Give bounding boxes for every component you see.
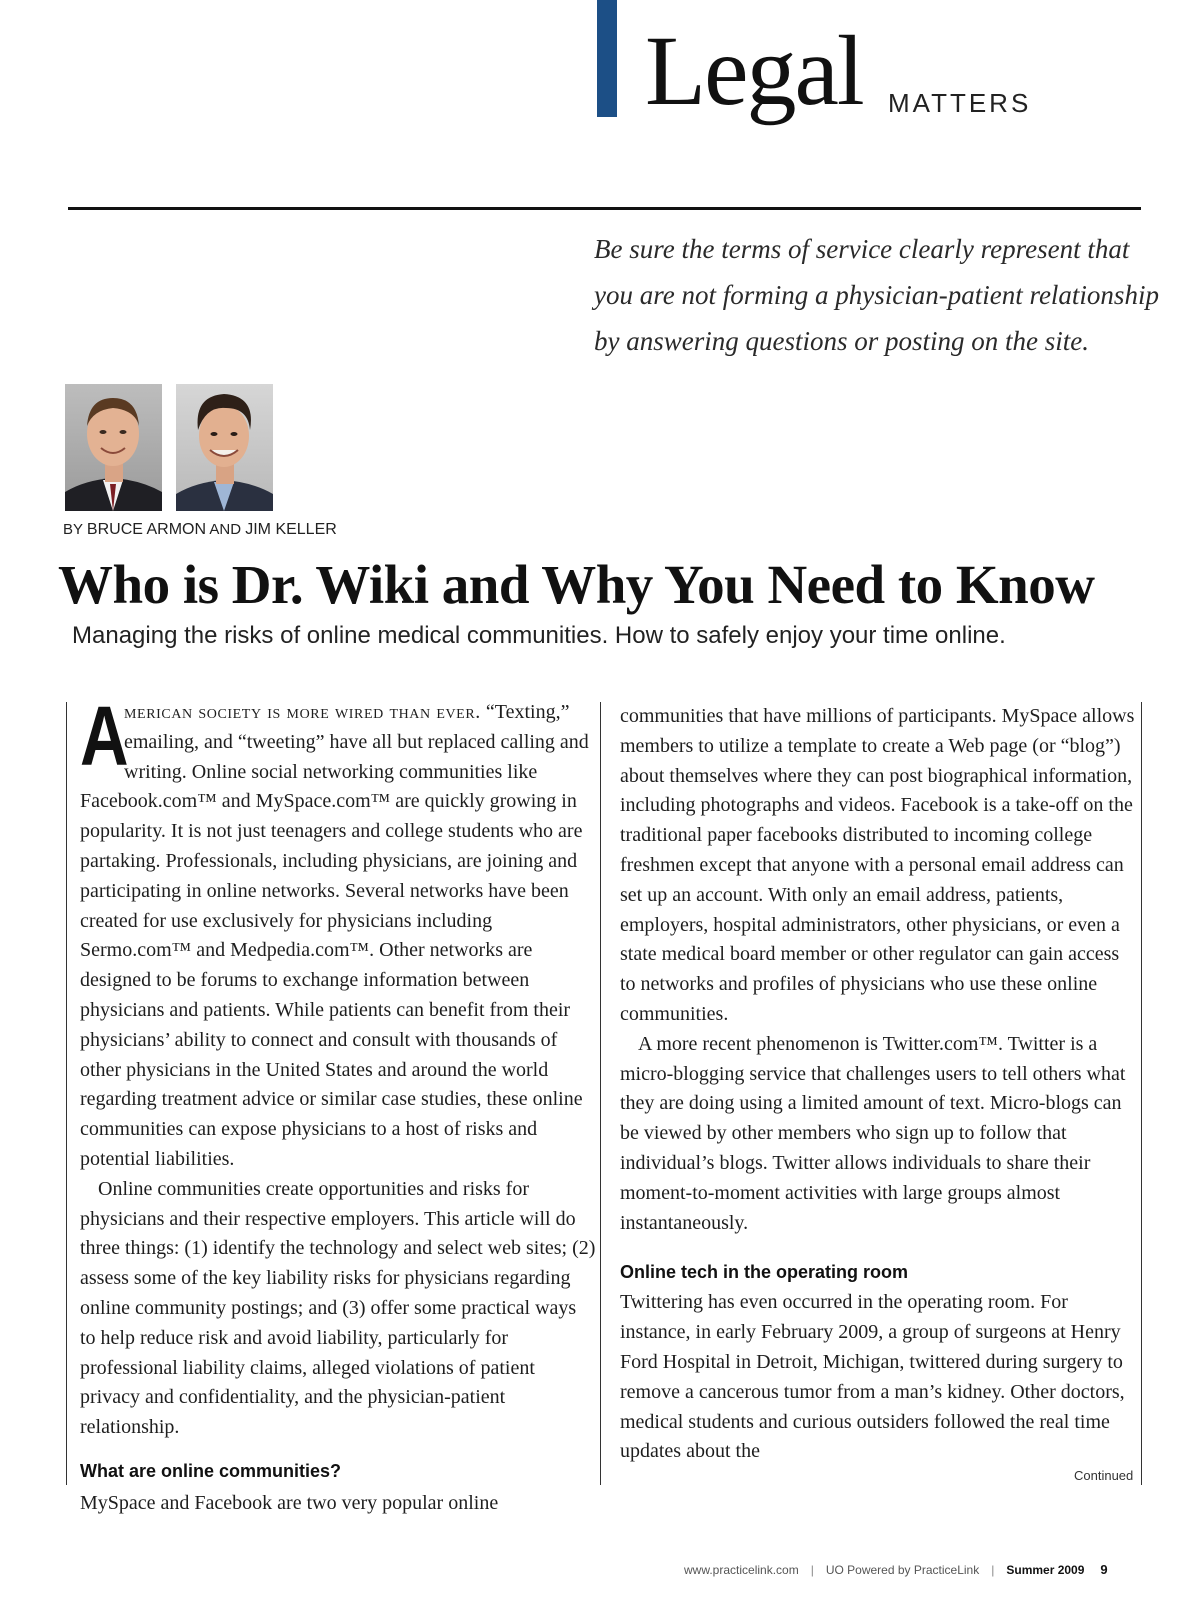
- paragraph-online-communities-start: MySpace and Facebook are two very popular online: [80, 1491, 499, 1514]
- paragraph-operating-room: Twittering has even occurred in the operating room. For instance, in early February 2009, a group of surgeons at Henry Ford Hospital in Detroit, Michigan, twittered during surgery to remove a cancerous tumor from a man’s kidney. Other doctors, medical students and curious outsiders followed the real time updates about the: [620, 1291, 1125, 1463]
- footer-issue: Summer 2009: [1006, 1563, 1085, 1577]
- byline: [63, 521, 337, 539]
- author-name-2: JIM KELLER: [245, 521, 337, 538]
- paragraph-intro: [80, 689, 596, 1175]
- author-name-1: BRUCE ARMON: [86, 521, 207, 538]
- page-footer: [684, 1562, 1108, 1577]
- pull-quote: Be sure the terms of service clearly represent that you are not forming a physician-patient relationship by answering questions or posting on the site.: [594, 234, 1159, 356]
- section-accent-bar: [597, 0, 617, 117]
- footer-separator: |: [991, 1563, 995, 1577]
- footer-tagline: UO Powered by PracticeLink: [825, 1563, 980, 1577]
- column-rule-right: [1141, 702, 1142, 1485]
- paragraph-twitter: A more recent phenomenon is Twitter.com™. Twitter is a micro-blogging service that challenges users to tell others what they are doing using a limited amount of text. Micro-blogs can be viewed by other members who sign up to follow that individual’s blogs. Twitter allows individuals to share their moment-to-moment activities with large groups almost instantaneously.: [620, 1032, 1126, 1234]
- author-photo-keller: [176, 384, 273, 511]
- continued-label: Continued: [1074, 1468, 1134, 1483]
- article-headline: Who is Dr. Wiki and Why You Need to Know: [58, 554, 1095, 615]
- paragraph-intro-text: “Texting,” emailing, and “tweeting” have all but replaced calling and writing. Online social networking communities like Facebook.com™ and MySpace.com™ are quickly growing in popularity. It is not just teenagers and college students who are partaking. Professionals, including physicians, are joining and participating in online networks. Several networks have been created for use exclusively for physicians including Sermo.com™ and Medpedia.com™. Other networks are designed to be forums to exchange information between physicians and patients. While patients can benefit from their physicians’ ability to connect and consult with thousands of other physicians in the United States and around the world regarding treatment advice or similar case studies, these online communities can expose physicians to a host of risks and potential liabilities.: [80, 701, 589, 1170]
- subhead-online-communities: What are online communities?: [80, 1460, 342, 1481]
- paragraph-online-communities-cont: communities that have millions of participants. MySpace allows members to utilize a template to create a Web page (or “blog”) about themselves where they can post biographical information, including photographs and videos. Facebook is a take-off on the traditional paper facebooks distributed to incoming college freshmen except that anyone with a personal email address can set up an account. With only an email address, patients, employers, hospital administrators, other physicians, or even a state medical board member or other regulator can gain access to networks and profiles of physicians who use these online communities.: [620, 705, 1135, 1025]
- section-subtitle: MATTERS: [888, 88, 1032, 118]
- footer-separator: |: [810, 1563, 814, 1577]
- author-photo-armon: [65, 384, 162, 511]
- subhead-operating-room: Online tech in the operating room: [620, 1262, 909, 1283]
- header-rule: [68, 207, 1141, 210]
- byline-prefix: BY: [63, 521, 87, 538]
- article-column-left: [80, 689, 596, 1519]
- page-number: 9: [1100, 1562, 1108, 1577]
- paragraph-objectives: Online communities create opportunities and risks for physicians and their respective employers. This article will do three things: (1) identify the technology and select web sites; (2) assess some of the key liability risks for physicians regarding online community postings; and (3) offer some practical ways to help reduce risk and avoid liability, particularly for professional liability claims, alleged violations of patient privacy and confidentiality, and the physician-patient relationship.: [80, 1177, 596, 1439]
- byline-conjunction: AND: [206, 521, 246, 538]
- lead-in-small-caps: merican society is more wired than ever.: [124, 701, 481, 723]
- section-title: Legal: [645, 15, 863, 126]
- column-rule-middle: [600, 702, 601, 1485]
- column-rule-left: [66, 702, 67, 1485]
- footer-website-link[interactable]: www.practicelink.com: [684, 1563, 799, 1577]
- article-column-right: [620, 702, 1138, 1467]
- drop-cap: A: [80, 689, 129, 783]
- article-deck: Managing the risks of online medical communities. How to safely enjoy your time online.: [72, 622, 1006, 649]
